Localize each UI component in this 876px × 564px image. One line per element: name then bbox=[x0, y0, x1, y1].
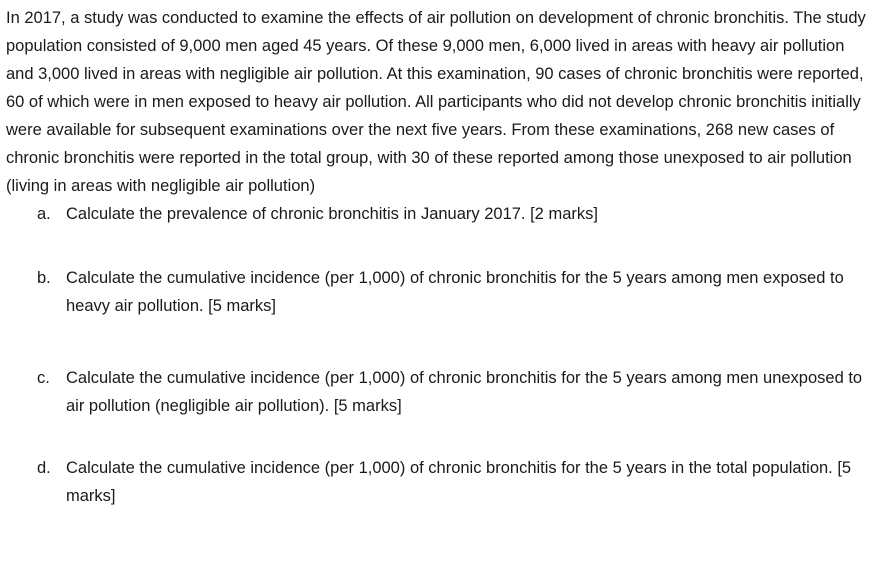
question-a-text: Calculate the prevalence of chronic bronchitis in January 2017. [2 marks] bbox=[66, 205, 598, 223]
intro-paragraph: In 2017, a study was conducted to examine the effects of air pollution on development of chronic bronchitis. The study population consisted of 9,000 men aged 45 years. Of these 9,000 men, 6,000 lived in areas with heavy air pollution and 3,000 lived in areas with negligible air pollution. At this examination, 90 cases of chronic bronchitis were reported, 60 of which were in men exposed to heavy air pollution. All participants who did not develop chronic bronchitis initially were available for subsequent examinations over the next five years. From these examinations, 268 new cases of chronic bronchitis were reported in the total group, with 30 of these reported among those unexposed to air pollution (living in areas with negligible air pollution) bbox=[6, 9, 866, 195]
question-list bbox=[6, 200, 870, 510]
question-b-marker: b. bbox=[37, 269, 51, 287]
question-c-text: Calculate the cumulative incidence (per 1,000) of chronic bronchitis for the 5 years among men unexposed to air pollution (negligible air pollution). [5 marks] bbox=[66, 369, 863, 415]
question-d bbox=[6, 454, 870, 510]
question-b bbox=[6, 264, 870, 320]
question-a-marker: a. bbox=[37, 205, 51, 223]
question-c bbox=[6, 364, 870, 420]
document-body bbox=[6, 4, 870, 510]
question-d-text: Calculate the cumulative incidence (per 1,000) of chronic bronchitis for the 5 years in the total population. [5 marks] bbox=[66, 459, 852, 505]
question-c-marker: c. bbox=[37, 369, 50, 387]
question-b-text: Calculate the cumulative incidence (per 1,000) of chronic bronchitis for the 5 years among men exposed to heavy air pollution. [5 marks] bbox=[66, 269, 844, 315]
question-a bbox=[6, 200, 870, 228]
question-d-marker: d. bbox=[37, 459, 51, 477]
